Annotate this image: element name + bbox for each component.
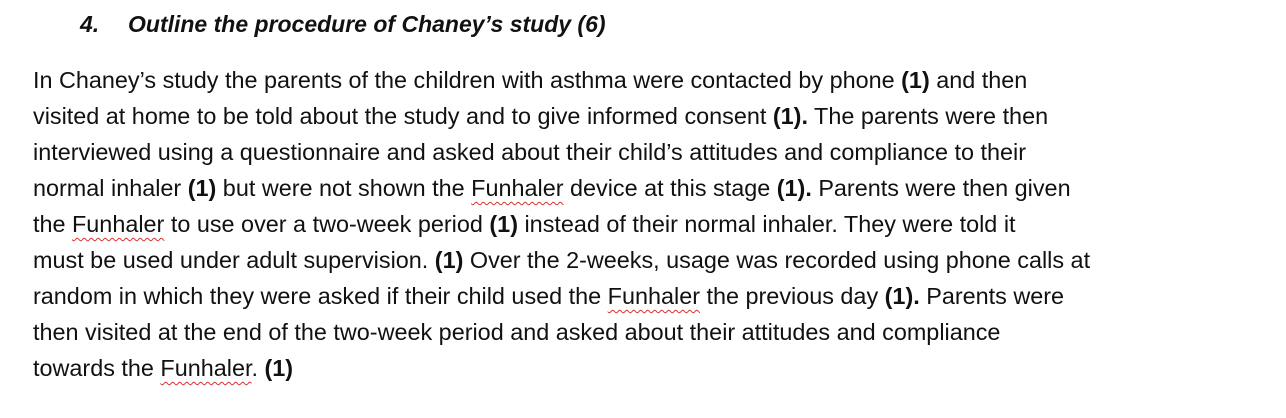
answer-text: . (251, 355, 265, 381)
mark-allocation: (1). (776, 175, 812, 201)
answer-paragraph (33, 62, 1273, 386)
answer-text: The parents were then (807, 103, 1049, 129)
mark-allocation: (1). (884, 283, 920, 309)
mark-allocation: (1) (434, 247, 464, 273)
answer-text: the previous day (700, 283, 885, 309)
mark-allocation: (1) (489, 211, 518, 237)
text-line (33, 170, 1273, 206)
spellcheck-flagged-word: Funhaler (160, 355, 252, 381)
answer-text: visited at home to be told about the study and to give informed consent (33, 103, 773, 129)
answer-text: then visited at the end of the two-week period and asked about their attitudes and compliance (33, 319, 1001, 345)
answer-text: to use over a two-week period (164, 211, 490, 237)
answer-text: instead of their normal inhaler. They were told it (517, 211, 1016, 237)
spellcheck-flagged-word: Funhaler (607, 283, 700, 309)
answer-text: In Chaney’s study the parents of the children with asthma were contacted by phone (33, 67, 902, 93)
question-number: 4. (80, 11, 100, 37)
spellcheck-flagged-word: Funhaler (72, 211, 165, 237)
answer-text: normal inhaler (33, 175, 188, 201)
mark-allocation: (1) (264, 355, 294, 381)
answer-text: but were not shown the (216, 175, 472, 201)
text-line (33, 62, 1273, 98)
answer-text: and then (929, 67, 1028, 93)
question-heading (80, 9, 606, 39)
answer-text: must be used under adult supervision. (33, 247, 435, 273)
answer-text: towards the (33, 355, 161, 381)
answer-text: device at this stage (563, 175, 777, 201)
text-line (33, 350, 1273, 386)
question-title: Outline the procedure of Chaney’s study (6) (128, 11, 606, 37)
text-line (33, 278, 1273, 314)
text-line (33, 206, 1273, 242)
answer-text: the (33, 211, 73, 237)
mark-allocation: (1) (901, 67, 930, 93)
spellcheck-flagged-word: Funhaler (471, 175, 564, 201)
mark-allocation: (1). (772, 103, 808, 129)
answer-text: Parents were (919, 283, 1065, 309)
text-line (33, 314, 1273, 350)
answer-text: Over the 2-weeks, usage was recorded using phone calls at (463, 247, 1091, 273)
answer-text: interviewed using a questionnaire and asked about their child’s attitudes and compliance to their (33, 139, 1026, 165)
answer-text: random in which they were asked if their child used the (33, 283, 608, 309)
answer-text: Parents were then given (811, 175, 1071, 201)
mark-allocation: (1) (187, 175, 217, 201)
text-line (33, 98, 1273, 134)
text-line (33, 134, 1273, 170)
text-line (33, 242, 1273, 278)
